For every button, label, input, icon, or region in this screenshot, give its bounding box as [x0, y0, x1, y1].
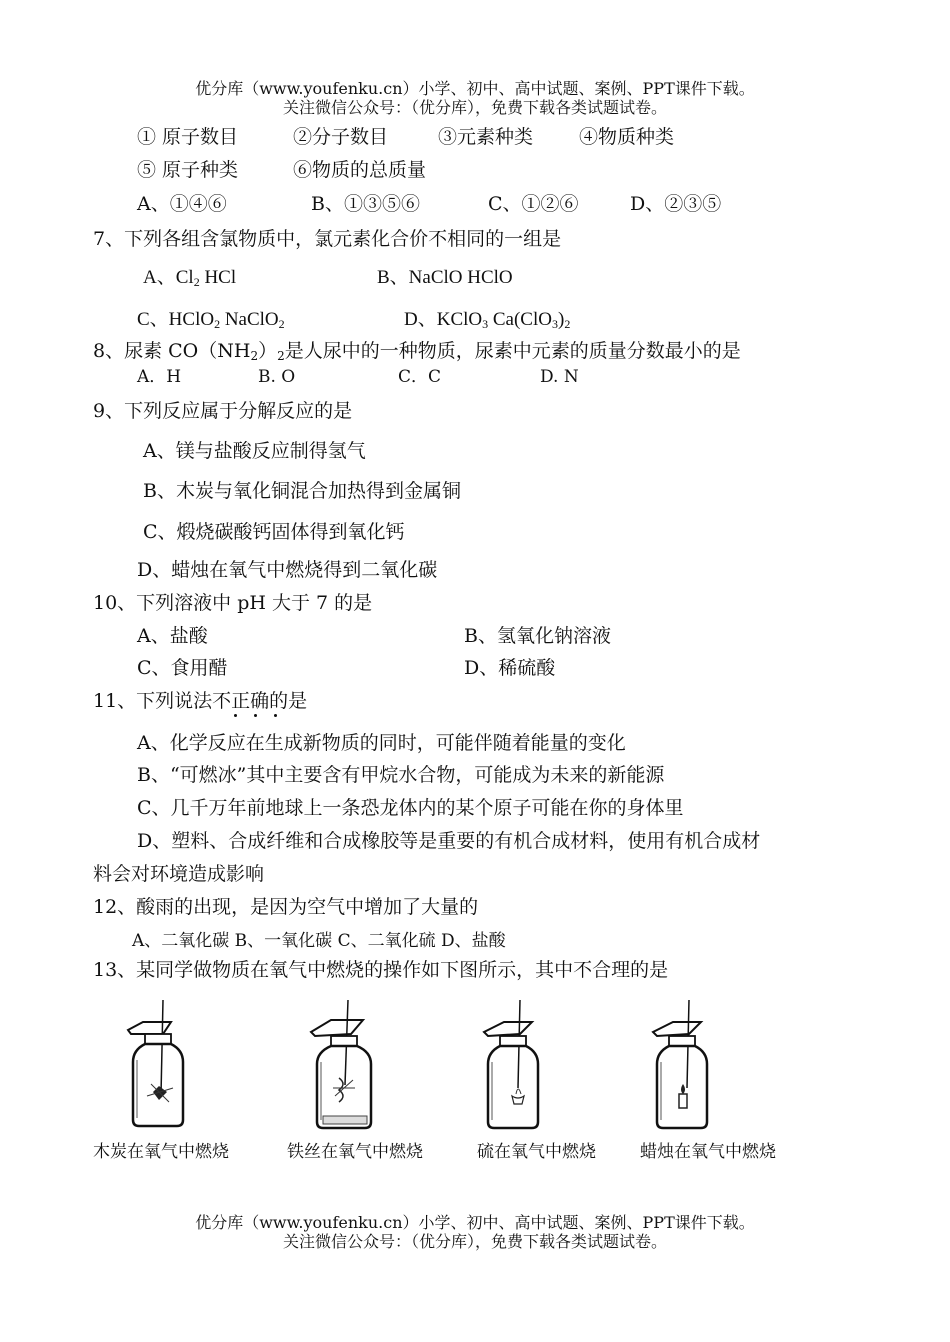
footer-line-1: 优分库（www.youfenku.cn）小学、初中、高中试题、案例、PPT课件下载。 [195, 1213, 755, 1232]
q6-item-2: ②分子数目 [293, 126, 389, 148]
q11-option-b: B、“可燃冰”其中主要含有甲烷水合物，可能成为未来的新能源 [137, 764, 665, 786]
q9-option-b: B、木炭与氧化铜混合加热得到金属铜 [143, 480, 461, 502]
caption-iron-wire: 铁丝在氧气中燃烧 [287, 1142, 423, 1162]
emphasis-dot [274, 714, 277, 717]
q6-item-4: ④物质种类 [579, 126, 675, 148]
jar-sulfur-illustration [478, 1000, 548, 1135]
q7-option-c: C、HClO$_2$ NaClO$_2$ [137, 309, 285, 331]
q6-option-d: D、②③⑤ [630, 193, 722, 215]
q6-option-b: B、①③⑤⑥ [311, 193, 420, 215]
caption-candle: 蜡烛在氧气中燃烧 [640, 1142, 776, 1162]
q11-option-c: C、几千万年前地球上一条恐龙体内的某个原子可能在你的身体里 [137, 797, 684, 819]
q10-stem: 10、下列溶液中 pH 大于 7 的是 [93, 592, 373, 614]
q7-option-a: A、$Cl_2$ HCl [143, 267, 237, 289]
q13-stem: 13、某同学做物质在氧气中燃烧的操作如下图所示，其中不合理的是 [93, 959, 669, 981]
q7-option-b: B、NaClO HClO [377, 267, 513, 288]
q6-item-1: ① 原子数目 [137, 126, 239, 148]
q11-option-d: D、塑料、合成纤维和合成橡胶等是重要的有机合成材料，使用有机合成材 [137, 830, 761, 852]
q9-option-d: D、蜡烛在氧气中燃烧得到二氧化碳 [137, 559, 438, 581]
q6-item-6: ⑥物质的总质量 [293, 159, 427, 181]
caption-charcoal: 木炭在氧气中燃烧 [93, 1142, 229, 1162]
caption-sulfur: 硫在氧气中燃烧 [477, 1142, 596, 1162]
q12-stem: 12、酸雨的出现，是因为空气中增加了大量的 [93, 896, 479, 918]
q7-option-d: D、KClO$_3$ $Ca(ClO_3)_2$ [404, 309, 571, 331]
q9-option-a: A、镁与盐酸反应制得氢气 [143, 440, 366, 462]
q8-option-d: D. N [540, 367, 579, 387]
q8-option-c: C．C [398, 367, 442, 387]
q7-stem: 7、下列各组含氯物质中，氯元素化合价不相同的一组是 [93, 228, 562, 250]
header-line-1: 优分库（www.youfenku.cn）小学、初中、高中试题、案例、PPT课件下载。 [195, 79, 755, 98]
q11-stem: 11、下列说法不正确的是 [93, 690, 308, 712]
q8-option-a: A．H [137, 367, 182, 387]
jar-iron-wire-illustration [303, 1000, 383, 1135]
jar-charcoal-illustration [123, 1000, 193, 1135]
q6-item-3: ③元素种类 [438, 126, 534, 148]
q8-option-b: B. O [258, 367, 296, 387]
footer-line-2: 关注微信公众号：（优分库），免费下载各类试题试卷。 [282, 1232, 667, 1251]
q6-item-5: ⑤ 原子种类 [137, 159, 239, 181]
emphasis-dot [254, 714, 257, 717]
q10-option-c: C、食用醋 [137, 657, 228, 679]
q8-stem: 8、尿素 $CO(NH_2)_2$是人尿中的一种物质，尿素中元素的质量分数最小的是 [93, 340, 741, 363]
q11-option-d-continued: 料会对环境造成影响 [93, 863, 265, 885]
q10-option-b: B、氢氧化钠溶液 [464, 625, 611, 647]
q6-option-c: C、①②⑥ [488, 193, 579, 215]
q12-options: A、二氧化碳 B、一氧化碳 C、二氧化硫 D、盐酸 [132, 931, 506, 951]
q10-option-d: D、稀硫酸 [464, 657, 556, 679]
header-line-2: 关注微信公众号：（优分库），免费下载各类试题试卷。 [282, 98, 667, 117]
q10-option-a: A、盐酸 [137, 625, 208, 647]
q6-option-a: A、①④⑥ [137, 193, 227, 215]
q9-option-c: C、煅烧碳酸钙固体得到氧化钙 [143, 521, 405, 543]
q9-stem: 9、下列反应属于分解反应的是 [93, 400, 353, 422]
q11-option-a: A、化学反应在生成新物质的同时，可能伴随着能量的变化 [137, 732, 626, 754]
emphasis-dot [234, 714, 237, 717]
jar-candle-illustration [647, 1000, 717, 1135]
